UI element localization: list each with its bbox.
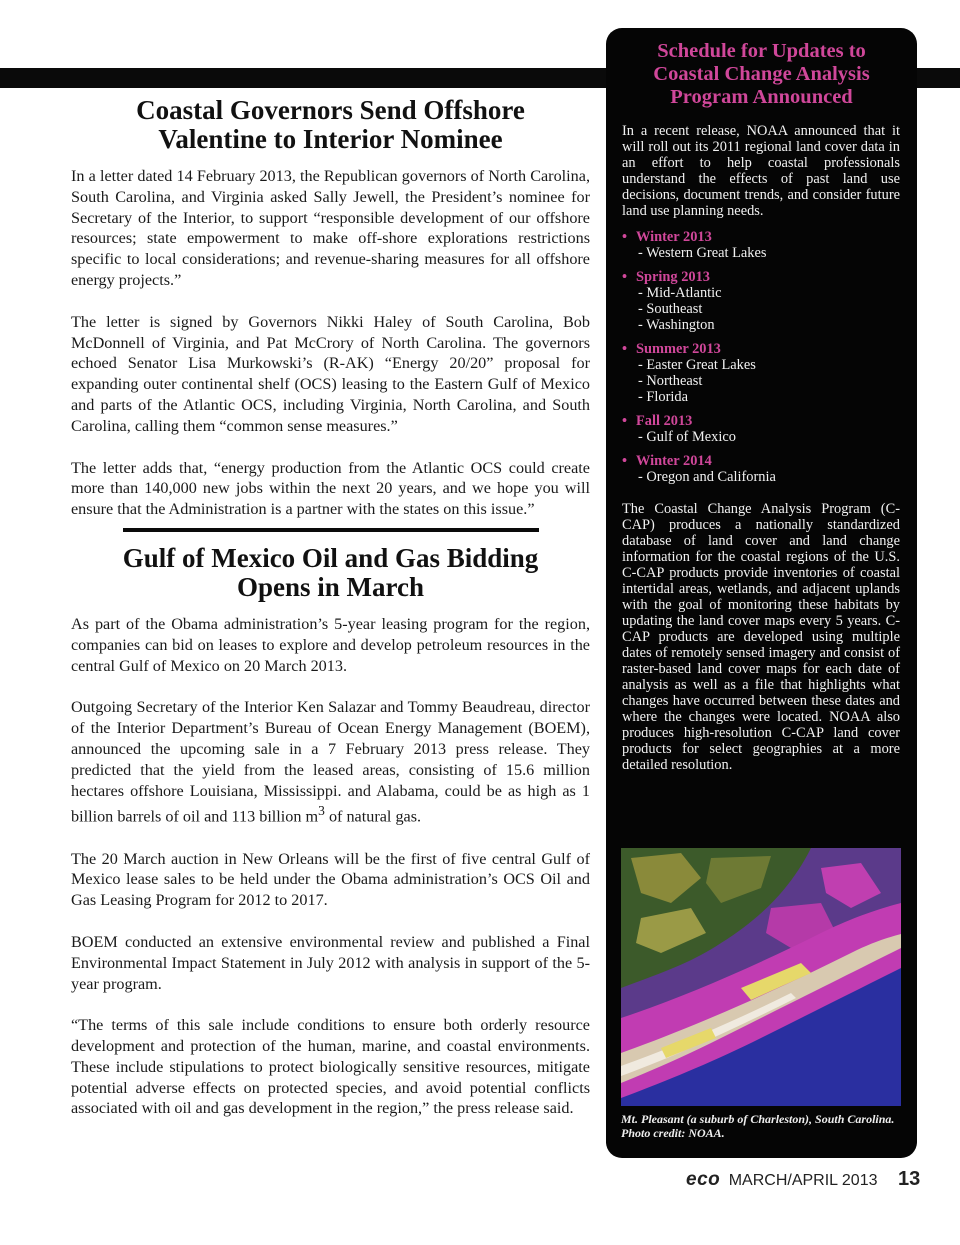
schedule-item — [622, 341, 900, 405]
schedule-region: - Gulf of Mexico — [638, 429, 736, 445]
sidebar-panel — [606, 28, 917, 1158]
article1-paragraph: The letter adds that, “energy production from the Atlantic OCS could create more than 140,000 new jobs within the next 20 years, and we hope you will ensure that the Administration is a partner with the states on this issue.” — [71, 458, 590, 519]
sidebar-title-line2: Coastal Change Analysis — [653, 63, 870, 85]
schedule-season-label: Spring 2013 — [636, 269, 710, 285]
page-number: 13 — [897, 1168, 921, 1190]
schedule-season — [622, 229, 900, 245]
photo-caption-line2: Photo credit: NOAA. — [621, 1126, 725, 1140]
article2-paragraph: BOEM conducted an extensive environmental review and published a Final Environmental Impact Statement in July 2012 with analysis in support of the 5-year program. — [71, 932, 590, 993]
schedule-region: - Mid-Atlantic — [638, 285, 722, 301]
bullet-icon: • — [622, 453, 628, 469]
schedule-item — [622, 413, 900, 445]
article1-headline-line1: Coastal Governors Send Offshore — [136, 95, 525, 125]
article2-headline — [71, 544, 590, 602]
issue-date: MARCH/APRIL 2013 — [728, 1172, 878, 1189]
schedule-region: - Southeast — [638, 301, 703, 317]
schedule-region: - Washington — [638, 317, 715, 333]
bullet-icon: • — [622, 269, 628, 285]
bullet-icon: • — [622, 229, 628, 245]
schedule-region: - Oregon and California — [638, 469, 776, 485]
superscript-cubed: 3 — [318, 803, 325, 819]
schedule-season — [622, 269, 900, 285]
article2-paragraph: The 20 March auction in New Orleans will be the first of five central Gulf of Mexico lease sales to be held under the Obama administration’s OCS Oil and Gas Leasing Program for 2012 to 2017. — [71, 849, 590, 910]
sidebar-intro: In a recent release, NOAA announced that it will roll out its 2011 regional land cover data in an effort to help coastal professionals understand the effects of past land use decisions, document trends, and consider future land use planning needs. — [622, 123, 900, 219]
bullet-icon: • — [622, 413, 628, 429]
photo-caption-line1: Mt. Pleasant (a suburb of Charleston), South Carolina. — [621, 1112, 895, 1126]
article1-paragraph: The letter is signed by Governors Nikki Haley of South Carolina, Bob McDonnell of Virginia, and Pat McCrory of North Carolina. The governors echoed Senator Lisa Murkowski’s (R-AK) “Energy 20/20” proposal for expanding outer continental shelf (OCS) leasing to the Eastern Gulf of Mexico and parts of the Atlantic OCS, including Virginia, North Carolina, and South Carolina, calling them “common sense measures.” — [71, 312, 590, 435]
article1-headline-line2: Valentine to Interior Nominee — [158, 124, 503, 154]
main-column — [71, 96, 590, 1140]
schedule-season-label: Fall 2013 — [636, 413, 693, 429]
schedule-season — [622, 413, 900, 429]
article2-paragraph — [71, 697, 590, 827]
magazine-logo: eco — [686, 1169, 721, 1190]
schedule-item — [622, 229, 900, 261]
schedule-region: - Easter Great Lakes — [638, 357, 756, 373]
schedule-season — [622, 341, 900, 357]
schedule-item — [622, 453, 900, 485]
article2-p2-end: of natural gas. — [324, 807, 422, 826]
article2-headline-line1: Gulf of Mexico Oil and Gas Bidding — [122, 542, 539, 573]
sidebar-title-line3: Program Announced — [670, 86, 853, 108]
sidebar-title — [614, 40, 909, 109]
section-divider — [123, 528, 539, 532]
schedule-season — [622, 453, 900, 469]
schedule-item — [622, 269, 900, 333]
article1-paragraph: In a letter dated 14 February 2013, the Republican governors of North Carolina, South Carolina, and Virginia asked Sally Jewell, the President’s nominee for Secretary of the Interior, to support “responsible development of our offshore resources; state empowerment to make off-shore explorations restrictions specific to local considerations; and revenue-sharing measures for all offshore energy projects.” — [71, 167, 590, 289]
bullet-icon: • — [622, 341, 628, 357]
schedule-list — [622, 229, 900, 485]
article2-p2-text: Outgoing Secretary of the Interior Ken Salazar and Tommy Beaudreau, director of the Interior Department’s Bureau of Ocean Energy Management (BOEM), announced the upcoming sale in a 7 February 2013 press release. They predicted that the yield from the leased areas, consisting of 15.6 million hectares offshore Louisiana, Mississippi. and Alabama, could be as high as 1 billion barrels of oil and 113 billion m — [71, 698, 590, 826]
page-footer — [686, 1168, 920, 1192]
schedule-season-label: Winter 2013 — [636, 229, 712, 245]
article2-paragraph: “The terms of this sale include conditions to ensure both orderly resource development and protection of the human, marine, and coastal environments. These include stipulations to protect biologically sensitive resources, mitigate potential adverse effects on protected species, and avoid potential conflicts associated with oil and gas development in the region,” the press release said. — [71, 1016, 590, 1118]
schedule-season-label: Summer 2013 — [636, 341, 721, 357]
satellite-land-cover-image — [621, 848, 901, 1106]
schedule-season-label: Winter 2014 — [636, 453, 712, 469]
sidebar-ccap-description: The Coastal Change Analysis Program (C-CAP) produces a nationally standardized database of land cover and land change information for the coastal regions of the U.S. C-CAP products provide inventories of coastal intertidal areas, wetlands, and adjacent uplands with the goal of monitoring these habitats by updating the land cover maps every 5 years. C-CAP products are developed using multiple dates of remotely sensed imagery and consist of raster-based land cover maps for each date of analysis as well as a file that highlights what changes have occurred between these dates and where the changes were located. NOAA also produces high-resolution C-CAP land cover products for select geographies at a more detailed resolution. — [622, 501, 900, 773]
schedule-region: - Western Great Lakes — [638, 245, 767, 261]
article1-headline — [71, 96, 590, 154]
photo-caption — [621, 1112, 911, 1140]
article2-headline-line2: Opens in March — [236, 571, 425, 602]
article2-paragraph: As part of the Obama administration’s 5-year leasing program for the region, companies can bid on leases to explore and develop petroleum resources in the central Gulf of Mexico on 20 March 2013. — [71, 614, 590, 675]
schedule-region: - Florida — [638, 389, 688, 405]
schedule-region: - Northeast — [638, 373, 703, 389]
sidebar-title-line1: Schedule for Updates to — [657, 40, 866, 62]
